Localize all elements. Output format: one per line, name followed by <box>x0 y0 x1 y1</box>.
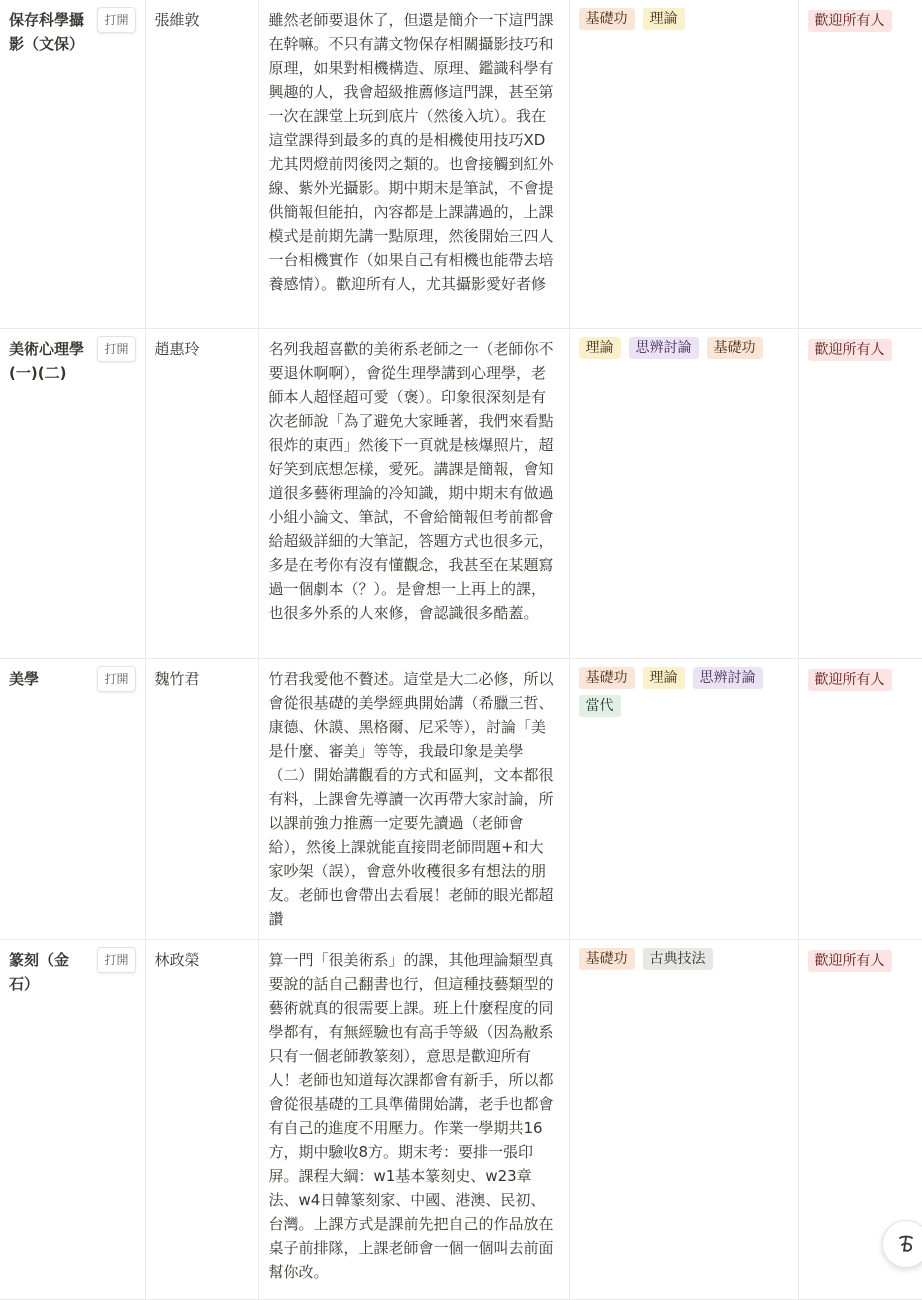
course-name-cell[interactable] <box>0 328 145 658</box>
course-name: 美學 <box>9 669 40 688</box>
audience-cell <box>798 0 922 328</box>
course-name-cell[interactable] <box>0 0 145 328</box>
help-icon <box>893 1231 919 1257</box>
category-tag: 當代 <box>579 695 621 717</box>
category-tag: 理論 <box>643 667 685 689</box>
tags-cell <box>569 0 798 328</box>
tag-list <box>579 8 789 30</box>
audience-cell <box>798 328 922 658</box>
table-row <box>0 939 922 1299</box>
table-row <box>0 658 922 939</box>
tags-cell <box>569 939 798 1299</box>
tag-list <box>579 337 789 359</box>
teacher-cell <box>145 658 258 939</box>
audience-tag: 歡迎所有人 <box>808 950 892 972</box>
course-name: 美術心理學(一)(二) <box>9 339 85 382</box>
category-tag: 思辨討論 <box>629 337 699 359</box>
category-tag: 理論 <box>643 8 685 30</box>
open-button[interactable]: 打開 <box>97 666 135 692</box>
category-tag: 思辨討論 <box>693 667 763 689</box>
category-tag: 古典技法 <box>643 948 713 970</box>
table-row <box>0 0 922 328</box>
description-text: 竹君我愛他不贅述。這堂是大二必修，所以會從很基礎的美學經典開始講（希臘三哲、康德、休謨、黑格爾、尼采等），討論「美是什麼、審美」等等，我最印象是美學（二）開始講觀看的方式和區判，文本都很有料，上課會先導讀一次再帶大家討論，所以課前強力推薦一定要先讀過（老師會給），然後上課就能直接問老師問題+和大家吵架（誤），會意外收穫很多有想法的朋友。老師也會帶出去看展！老師的眼光都超讚 <box>268 669 554 928</box>
open-button[interactable]: 打開 <box>97 947 135 973</box>
category-tag: 基礎功 <box>707 337 763 359</box>
course-name-cell[interactable] <box>0 658 145 939</box>
category-tag: 基礎功 <box>579 667 635 689</box>
category-tag: 理論 <box>579 337 621 359</box>
open-button[interactable]: 打開 <box>97 336 135 362</box>
teacher-name: 張維敦 <box>154 11 200 29</box>
teacher-cell <box>145 939 258 1299</box>
description-cell <box>258 658 569 939</box>
course-name: 篆刻（金石） <box>9 950 70 993</box>
tags-cell <box>569 328 798 658</box>
course-name-cell[interactable] <box>0 939 145 1299</box>
help-button[interactable] <box>882 1220 922 1268</box>
audience-tag: 歡迎所有人 <box>808 339 892 361</box>
description-cell <box>258 939 569 1299</box>
tags-cell <box>569 658 798 939</box>
tag-list <box>579 667 789 717</box>
category-tag: 基礎功 <box>579 8 635 30</box>
description-cell <box>258 0 569 328</box>
tag-list <box>579 948 789 970</box>
teacher-cell <box>145 328 258 658</box>
teacher-name: 林政榮 <box>154 950 200 969</box>
description-text: 名列我超喜歡的美術系老師之一（老師你不要退休啊啊），會從生理學講到心理學，老師本人超怪超可愛（褒）。印象很深刻是有次老師說「為了避免大家睡著，我們來看點很炸的東西」然後下一頁就是核爆照片，超好笑到底想怎樣，愛死。講課是簡報，會知道很多藝術理論的冷知識，期中期末有做過小組小論文、筆試，不會給簡報但考前都會給超級詳細的大筆記，答題方式也很多元，多是在考你有沒有懂觀念，我甚至在某題寫過一個劇本（？）。是會想一上再上的課，也很多外系的人來修，會認識很多酷蓋。 <box>268 339 554 622</box>
audience-tag: 歡迎所有人 <box>808 669 892 691</box>
teacher-cell <box>145 0 258 328</box>
teacher-name: 魏竹君 <box>154 669 200 688</box>
audience-tag: 歡迎所有人 <box>808 10 892 32</box>
course-name: 保存科學攝影（文保） <box>9 11 85 53</box>
description-cell <box>258 328 569 658</box>
teacher-name: 趙惠玲 <box>154 339 200 358</box>
open-button[interactable]: 打開 <box>97 7 135 33</box>
description-text: 雖然老師要退休了，但還是簡介一下這門課在幹嘛。不只有講文物保存相關攝影技巧和原理，如果對相機構造、原理、鑑識科學有興趣的人，我會超級推薦修這門課，甚至第一次在課堂上玩到底片（然後入坑）。我在這堂課得到最多的真的是相機使用技巧XD尤其閃燈前閃後閃之類的。也會接觸到紅外線、紫外光攝影。期中期末是筆試，不會提供簡報但能拍，內容都是上課講過的，上課模式是前期先講一點原理，然後開始三四人一台相機實作（如果自己有相機也能帶去培養感情）。歡迎所有人，尤其攝影愛好者修 <box>268 11 554 293</box>
audience-cell <box>798 658 922 939</box>
table-row <box>0 328 922 658</box>
description-text: 算一門「很美術系」的課，其他理論類型真要說的話自己翻書也行，但這種技藝類型的藝術就真的很需要上課。班上什麼程度的同學都有，有無經驗也有高手等級（因為敝系只有一個老師教篆刻），意思是歡迎所有人！老師也知道每次課都會有新手，所以都會從很基礎的工具準備開始講，老手也都會有自己的進度不用壓力。作業一學期共16方，期中驗收8方。期末考：要排一張印屏。課程大綱：w1基本篆刻史、w23章法、w4日韓篆刻家、中國、港澳、民初、台灣。上課方式是課前先把自己的作品放在桌子前排隊，上課老師會一個一個叫去前面幫你改。 <box>268 950 554 1281</box>
category-tag: 基礎功 <box>579 948 635 970</box>
